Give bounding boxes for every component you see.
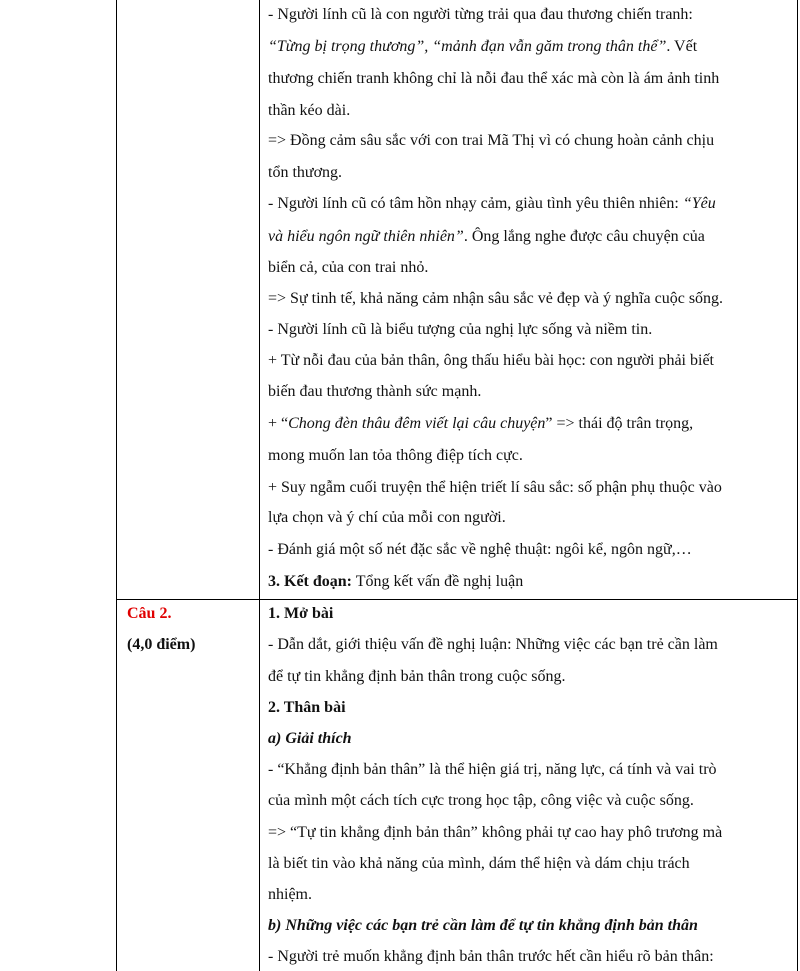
text-line: tổn thương. bbox=[268, 164, 343, 181]
text-line: + Từ nỗi đau của bản thân, ông thấu hiểu bài học: con người phải biết bbox=[268, 352, 714, 369]
text-part: . Ông lắng nghe được câu chuyện của bbox=[463, 228, 705, 245]
text-line: - Đánh giá một số nét đặc sắc về nghệ thuật: ngôi kể, ngôn ngữ,… bbox=[268, 541, 692, 558]
text-line: - Dẫn dắt, giới thiệu vấn đề nghị luận: Những việc các bạn trẻ cần làm bbox=[268, 636, 718, 653]
quote-text: Yêu bbox=[691, 195, 716, 212]
text-part: Tổng kết vấn đề nghị luận bbox=[352, 573, 524, 590]
text-line: + Suy ngẫm cuối truyện thể hiện triết lí sâu sắc: số phận phụ thuộc vào bbox=[268, 479, 722, 496]
text-line: và hiểu ngôn ngữ thiên nhiên”. Ông lắng nghe được câu chuyện của bbox=[268, 228, 705, 245]
quote-text: Chong đèn thâu đêm viết lại câu chuyện bbox=[288, 415, 546, 432]
table-border-mid bbox=[259, 0, 260, 971]
text-line: lựa chọn và ý chí của mỗi con người. bbox=[268, 509, 506, 526]
text-line: biến đau thương thành sức mạnh. bbox=[268, 383, 482, 400]
row-divider bbox=[116, 599, 798, 600]
heading-text: 3. Kết đoạn: bbox=[268, 573, 352, 590]
text-line: mong muốn lan tỏa thông điệp tích cực. bbox=[268, 447, 523, 464]
text-line: - Người lính cũ có tâm hồn nhạy cảm, giàu tình yêu thiên nhiên: “Yêu bbox=[268, 195, 716, 212]
text-line: biển cả, của con trai nhỏ. bbox=[268, 259, 429, 276]
text-line: - “Khẳng định bản thân” là thể hiện giá trị, năng lực, cá tính và vai trò bbox=[268, 761, 717, 778]
text-line: thương chiến tranh không chỉ là nỗi đau thể xác mà còn là ám ảnh tinh bbox=[268, 70, 720, 87]
heading-text: 2. Thân bài bbox=[268, 699, 346, 716]
text-part: + “ bbox=[268, 415, 289, 432]
text-line: “Từng bị trọng thương”, “mảnh đạn vẫn găm trong thân thể”. Vết bbox=[268, 38, 698, 55]
text-line: là biết tin vào khả năng của mình, dám thể hiện và dám chịu trách bbox=[268, 855, 690, 872]
text-line bbox=[268, 572, 523, 592]
text-line: thần kéo dài. bbox=[268, 102, 351, 119]
heading-text: 1. Mở bài bbox=[268, 605, 334, 622]
text-part: ” => thái độ trân trọng, bbox=[545, 415, 694, 432]
text-line: nhiệm. bbox=[268, 886, 312, 903]
text-part: . Vết bbox=[666, 38, 698, 55]
text-line: - Người lính cũ là con người từng trải qua đau thương chiến tranh: bbox=[268, 6, 693, 23]
subheading-text: a) Giải thích bbox=[268, 730, 352, 747]
table-border-left bbox=[116, 0, 117, 971]
text-line: => Đồng cảm sâu sắc với con trai Mã Thị vì có chung hoàn cảnh chịu bbox=[268, 132, 715, 149]
quote-text: và hiểu ngôn ngữ thiên nhiên bbox=[268, 228, 455, 245]
question-number: Câu 2. bbox=[127, 605, 172, 622]
text-line bbox=[268, 414, 693, 434]
text-line: - Người trẻ muốn khẳng định bản thân trước hết cần hiểu rõ bản thân: bbox=[268, 948, 714, 965]
question-points: (4,0 điểm) bbox=[127, 636, 196, 653]
subheading-text: b) Những việc các bạn trẻ cần làm để tự tin khẳng định bản thân bbox=[268, 917, 698, 934]
quote-text: mảnh đạn vẫn găm trong thân thể bbox=[441, 38, 658, 55]
text-line: của mình một cách tích cực trong học tập, công việc và cuộc sống. bbox=[268, 792, 694, 809]
text-line: - Người lính cũ là biểu tượng của nghị lực sống và niềm tin. bbox=[268, 321, 653, 338]
text-line: để tự tin khẳng định bản thân trong cuộc sống. bbox=[268, 668, 566, 685]
quote-text: Từng bị trọng thương bbox=[276, 38, 416, 55]
text-line: => “Tự tin khẳng định bản thân” không phải tự cao hay phô trương mà bbox=[268, 824, 723, 841]
text-part: - Người lính cũ có tâm hồn nhạy cảm, giàu tình yêu thiên nhiên: bbox=[268, 195, 679, 212]
text-line: => Sự tinh tế, khả năng cảm nhận sâu sắc vẻ đẹp và ý nghĩa cuộc sống. bbox=[268, 290, 724, 307]
table-border-right bbox=[797, 0, 798, 971]
